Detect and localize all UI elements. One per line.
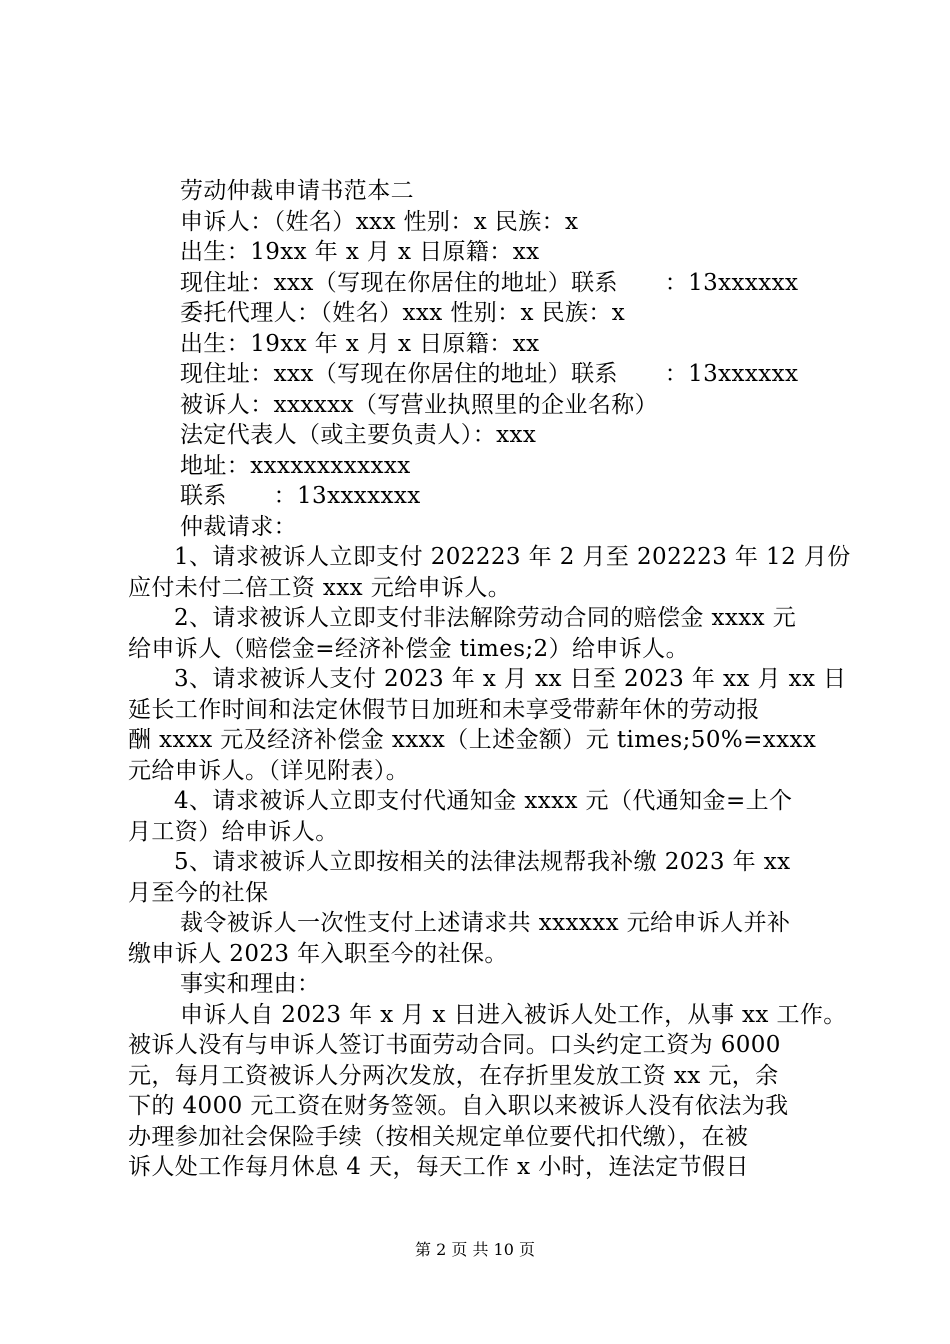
- document-body: [128, 176, 851, 1183]
- request-2-line-2: 给申诉人（赔偿金=经济补偿金 times;2）给申诉人。: [128, 635, 689, 662]
- agent-address-line: 现住址：xxx（写现在你居住的地址）联系 ：13xxxxxx: [180, 361, 799, 387]
- request-3-line-1: 3、请求被诉人支付 2023 年 x 月 xx 日至 2023 年 xx 月 xx 日: [174, 666, 847, 692]
- complainant-address-line: 现住址：xxx（写现在你居住的地址）联系 ：13xxxxxx: [180, 269, 799, 296]
- request-1-line-2: 应付未付二倍工资 xxx 元给申诉人。: [128, 574, 512, 601]
- agent-line: 委托代理人：（姓名）xxx 性别：x 民族：x: [180, 300, 626, 326]
- legal-representative-line: 法定代表人（或主要负责人）：xxx: [180, 422, 537, 448]
- contact-line: 联系 ：13xxxxxxx: [180, 483, 421, 509]
- document-title: 劳动仲裁申请书范本二: [180, 178, 414, 204]
- agent-birth-line: 出生：19xx 年 x 月 x 日原籍：xx: [180, 330, 540, 357]
- request-3-line-2: 延长工作时间和法定休假节日加班和未享受带薪年休的劳动报: [128, 696, 760, 723]
- complainant-line: 申诉人：（姓名）xxx 性别：x 民族：x: [180, 208, 579, 235]
- request-5-line-1: 5、请求被诉人立即按相关的法律法规帮我补缴 2023 年 xx: [174, 849, 791, 875]
- facts-line-2: 被诉人没有与申诉人签订书面劳动合同。口头约定工资为 6000: [128, 1032, 781, 1058]
- request-1-line-1: 1、请求被诉人立即支付 202223 年 2 月至 202223 年 12 月份: [174, 544, 851, 570]
- address-line: 地址：xxxxxxxxxxxx: [180, 452, 411, 479]
- request-2-line-1: 2、请求被诉人立即支付非法解除劳动合同的赔偿金 xxxx 元: [174, 605, 797, 631]
- facts-line-4: 下的 4000 元工资在财务签领。自入职以来被诉人没有依法为我: [128, 1093, 789, 1119]
- facts-line-3: 元，每月工资被诉人分两次发放，在存折里发放工资 xx 元，余: [128, 1062, 779, 1089]
- request-4-line-2: 月工资）给申诉人。: [128, 818, 339, 845]
- facts-line-1: 申诉人自 2023 年 x 月 x 日进入被诉人处工作，从事 xx 工作。: [180, 1001, 847, 1028]
- request-5-line-2: 月至今的社保: [128, 879, 269, 906]
- respondent-line: 被诉人：xxxxxx（写营业执照里的企业名称）: [180, 391, 659, 418]
- complainant-birth-line: 出生：19xx 年 x 月 x 日原籍：xx: [180, 239, 540, 265]
- request-3-line-4: 元给申诉人。（详见附表）。: [128, 757, 410, 784]
- facts-line-5: 办理参加社会保险手续（按相关规定单位要代扣代缴），在被: [128, 1123, 749, 1150]
- page-footer: [0, 1240, 950, 1260]
- ruling-line-2: 缴申诉人 2023 年入职至今的社保。: [128, 940, 508, 967]
- requests-heading: 仲裁请求：: [180, 513, 297, 540]
- page-number: 第 2 页 共 10 页: [415, 1240, 535, 1259]
- facts-heading: 事实和理由：: [180, 971, 321, 997]
- ruling-line-1: 裁令被诉人一次性支付上述请求共 xxxxxx 元给申诉人并补: [180, 910, 791, 936]
- facts-line-6: 诉人处工作每月休息 4 天，每天工作 x 小时，连法定节假日: [128, 1154, 749, 1180]
- request-4-line-1: 4、请求被诉人立即支付代通知金 xxxx 元（代通知金=上个: [174, 788, 793, 814]
- request-3-line-3: 酬 xxxx 元及经济补偿金 xxxx（上述金额）元 times;50%=xxxx: [128, 727, 817, 753]
